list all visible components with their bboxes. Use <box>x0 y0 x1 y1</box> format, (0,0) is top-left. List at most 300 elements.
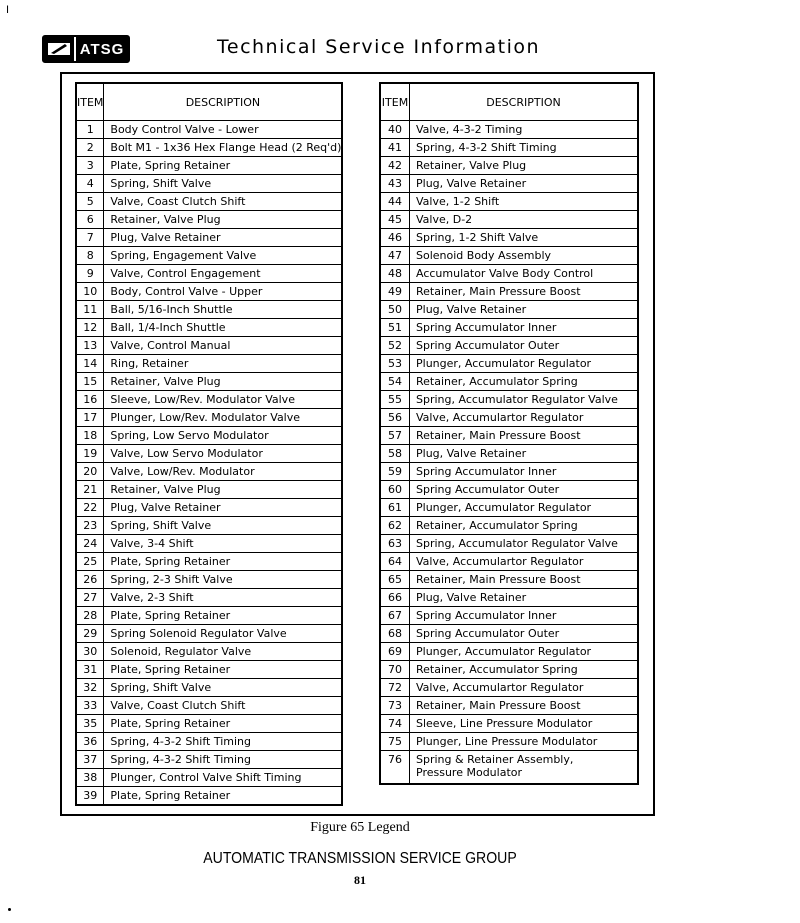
table-row <box>76 499 342 517</box>
item-number: 19 <box>76 445 104 463</box>
item-description-text: Spring, Shift Valve <box>110 519 212 532</box>
table-row <box>76 175 342 193</box>
item-number: 18 <box>76 427 104 445</box>
item-description <box>410 427 639 445</box>
item-description <box>410 535 639 553</box>
item-description-text: Plunger, Accumulator Regulator <box>416 645 592 658</box>
table-row <box>76 517 342 535</box>
table-row <box>380 499 638 517</box>
item-number: 8 <box>76 247 104 265</box>
item-description <box>104 589 343 607</box>
table-row <box>76 337 342 355</box>
item-description <box>410 409 639 427</box>
item-description <box>104 733 343 751</box>
legend-table-right <box>379 82 639 785</box>
table-row <box>76 391 342 409</box>
item-description <box>410 391 639 409</box>
item-description <box>104 283 343 301</box>
item-description <box>104 607 343 625</box>
item-number: 61 <box>380 499 410 517</box>
item-description-text: Spring, 1-2 Shift Valve <box>416 231 539 244</box>
item-description-text: Body, Control Valve - Upper <box>110 285 263 298</box>
item-description <box>410 247 639 265</box>
item-description <box>410 571 639 589</box>
table-header-row <box>380 83 638 121</box>
table-row <box>380 571 638 589</box>
item-description-text: Spring Accumulator Outer <box>416 627 560 640</box>
table-row <box>380 535 638 553</box>
item-description-text: Spring Accumulator Inner <box>416 609 557 622</box>
item-description <box>104 139 343 157</box>
table-row <box>76 751 342 769</box>
item-number: 39 <box>76 787 104 806</box>
item-description <box>410 715 639 733</box>
item-description <box>410 355 639 373</box>
table-row <box>76 427 342 445</box>
table-row <box>76 265 342 283</box>
item-description-text: Spring Solenoid Regulator Valve <box>110 627 287 640</box>
item-description-text: Valve, Control Engagement <box>110 267 261 280</box>
item-description <box>410 589 639 607</box>
item-number: 17 <box>76 409 104 427</box>
legend-table-left <box>75 82 343 806</box>
item-description-text: Plunger, Accumulator Regulator <box>416 357 592 370</box>
table-row <box>76 121 342 139</box>
item-number: 26 <box>76 571 104 589</box>
table-row <box>380 211 638 229</box>
item-description <box>104 121 343 139</box>
column-header-description: DESCRIPTION <box>410 83 639 121</box>
item-description-text: Spring, Shift Valve <box>110 681 212 694</box>
table-row <box>76 607 342 625</box>
item-description-text: Spring, Shift Valve <box>110 177 212 190</box>
item-description <box>104 319 343 337</box>
item-description-text: Valve, 3-4 Shift <box>110 537 194 550</box>
item-description-text: Valve, Accumulartor Regulator <box>416 411 584 424</box>
item-description-text: Retainer, Valve Plug <box>110 375 221 388</box>
item-description <box>104 571 343 589</box>
table-row <box>76 193 342 211</box>
item-number: 75 <box>380 733 410 751</box>
item-description-text: Plug, Valve Retainer <box>110 501 221 514</box>
table-row <box>76 553 342 571</box>
table-row <box>76 769 342 787</box>
table-row <box>380 247 638 265</box>
item-number: 45 <box>380 211 410 229</box>
item-description-text: Valve, Coast Clutch Shift <box>110 699 246 712</box>
item-description-text: Valve, Control Manual <box>110 339 231 352</box>
item-description <box>410 283 639 301</box>
item-number: 5 <box>76 193 104 211</box>
page-header-title: Technical Service Information <box>217 36 541 58</box>
item-description <box>410 319 639 337</box>
item-description-text: Plunger, Line Pressure Modulator <box>416 735 598 748</box>
item-number: 14 <box>76 355 104 373</box>
item-description <box>104 373 343 391</box>
item-number: 62 <box>380 517 410 535</box>
item-description-text: Retainer, Accumulator Spring <box>416 375 578 388</box>
item-description-text: Spring Accumulator Inner <box>416 321 557 334</box>
table-row <box>380 661 638 679</box>
item-number: 69 <box>380 643 410 661</box>
item-description-text: Plug, Valve Retainer <box>416 447 527 460</box>
column-header-item: ITEM <box>380 83 410 121</box>
item-number: 43 <box>380 175 410 193</box>
item-description-text: Plug, Valve Retainer <box>416 303 527 316</box>
item-number: 2 <box>76 139 104 157</box>
item-description <box>410 679 639 697</box>
item-description-text: Plug, Valve Retainer <box>416 177 527 190</box>
item-description-text: Plug, Valve Retainer <box>416 591 527 604</box>
item-description <box>104 517 343 535</box>
table-row <box>76 445 342 463</box>
item-description <box>104 535 343 553</box>
item-number: 13 <box>76 337 104 355</box>
table-row <box>76 301 342 319</box>
table-row <box>380 517 638 535</box>
item-description-text: Retainer, Valve Plug <box>416 159 527 172</box>
item-description <box>410 121 639 139</box>
item-description-text: Valve, 1-2 Shift <box>416 195 500 208</box>
table-row <box>380 175 638 193</box>
item-number: 20 <box>76 463 104 481</box>
table-row <box>380 337 638 355</box>
table-row <box>380 445 638 463</box>
item-description <box>410 139 639 157</box>
item-number: 28 <box>76 607 104 625</box>
item-description-text: Plate, Spring Retainer <box>110 555 231 568</box>
item-number: 15 <box>76 373 104 391</box>
item-description-text: Valve, Accumulartor Regulator <box>416 555 584 568</box>
item-description <box>104 697 343 715</box>
item-description-text: Body Control Valve - Lower <box>110 123 259 136</box>
item-description-text: Accumulator Valve Body Control <box>416 267 594 280</box>
item-number: 12 <box>76 319 104 337</box>
item-number: 27 <box>76 589 104 607</box>
item-description-text: Spring, 4-3-2 Shift Timing <box>416 141 557 154</box>
item-description-text: Valve, Coast Clutch Shift <box>110 195 246 208</box>
item-description <box>104 787 343 806</box>
item-number: 3 <box>76 157 104 175</box>
item-description <box>104 553 343 571</box>
item-description-text: Valve, Low Servo Modulator <box>110 447 263 460</box>
table-row <box>380 481 638 499</box>
table-header-row <box>76 83 342 121</box>
item-description-text: Retainer, Accumulator Spring <box>416 663 578 676</box>
table-row <box>380 157 638 175</box>
item-description-text: Spring, Accumulator Regulator Valve <box>416 393 618 406</box>
table-row <box>76 463 342 481</box>
atsg-logo <box>42 35 130 63</box>
table-row <box>380 463 638 481</box>
item-description-text: Retainer, Accumulator Spring <box>416 519 578 532</box>
logo-emblem-icon <box>44 37 74 61</box>
item-description <box>104 211 343 229</box>
item-number: 52 <box>380 337 410 355</box>
item-description <box>104 247 343 265</box>
table-row <box>380 679 638 697</box>
table-row <box>76 373 342 391</box>
item-description-text: Solenoid Body Assembly <box>416 249 552 262</box>
table-row <box>76 139 342 157</box>
item-description <box>104 481 343 499</box>
item-description <box>104 715 343 733</box>
item-number: 36 <box>76 733 104 751</box>
item-description-text: Valve, 4-3-2 Timing <box>416 123 523 136</box>
table-row <box>380 733 638 751</box>
table-row <box>76 787 342 806</box>
item-description-text: Spring, 4-3-2 Shift Timing <box>110 735 251 748</box>
item-number: 74 <box>380 715 410 733</box>
item-number: 23 <box>76 517 104 535</box>
item-number: 6 <box>76 211 104 229</box>
item-description <box>104 193 343 211</box>
table-row <box>380 607 638 625</box>
item-description <box>104 391 343 409</box>
item-number: 11 <box>76 301 104 319</box>
item-number: 63 <box>380 535 410 553</box>
item-description <box>410 211 639 229</box>
item-description-text: Ball, 5/16-Inch Shuttle <box>110 303 233 316</box>
table-row <box>76 319 342 337</box>
item-description <box>104 229 343 247</box>
table-row <box>380 391 638 409</box>
item-description <box>410 265 639 283</box>
table-row <box>76 535 342 553</box>
item-description-text: Ring, Retainer <box>110 357 189 370</box>
item-description-text: Valve, Low/Rev. Modulator <box>110 465 255 478</box>
item-description <box>104 355 343 373</box>
table-row <box>380 301 638 319</box>
item-description-text: Plate, Spring Retainer <box>110 717 231 730</box>
item-number: 66 <box>380 589 410 607</box>
item-description-text: Spring & Retainer Assembly, <box>416 753 574 766</box>
item-number: 46 <box>380 229 410 247</box>
table-row <box>380 265 638 283</box>
item-description-text-line2: Pressure Modulator <box>416 766 523 779</box>
item-description-text: Retainer, Main Pressure Boost <box>416 573 581 586</box>
item-number: 73 <box>380 697 410 715</box>
item-description-text: Valve, 2-3 Shift <box>110 591 194 604</box>
table-row <box>380 589 638 607</box>
item-number: 4 <box>76 175 104 193</box>
item-description <box>410 751 639 785</box>
table-row <box>380 409 638 427</box>
item-number: 59 <box>380 463 410 481</box>
item-description <box>104 751 343 769</box>
item-description <box>104 337 343 355</box>
item-description <box>410 301 639 319</box>
item-description <box>104 499 343 517</box>
item-description-text: Valve, D-2 <box>416 213 473 226</box>
item-description-text: Solenoid, Regulator Valve <box>110 645 252 658</box>
table-row <box>76 211 342 229</box>
item-description-text: Retainer, Valve Plug <box>110 483 221 496</box>
item-number: 38 <box>76 769 104 787</box>
table-row <box>76 625 342 643</box>
item-description <box>410 607 639 625</box>
table-row <box>76 643 342 661</box>
item-description-text: Plunger, Accumulator Regulator <box>416 501 592 514</box>
table-row <box>380 715 638 733</box>
table-row <box>380 625 638 643</box>
item-number: 67 <box>380 607 410 625</box>
item-description-text: Bolt M1 - 1x36 Hex Flange Head (2 Req'd) <box>110 141 342 154</box>
scan-dot <box>8 908 11 911</box>
item-description <box>410 733 639 751</box>
table-row <box>380 319 638 337</box>
table-row <box>380 121 638 139</box>
table-row <box>380 697 638 715</box>
item-description-text: Spring Accumulator Outer <box>416 483 560 496</box>
item-description-text: Spring, Low Servo Modulator <box>110 429 269 442</box>
item-number: 44 <box>380 193 410 211</box>
item-number: 51 <box>380 319 410 337</box>
footer-organization: AUTOMATIC TRANSMISSION SERVICE GROUP <box>203 850 517 867</box>
item-description <box>410 697 639 715</box>
item-number: 40 <box>380 121 410 139</box>
item-number: 53 <box>380 355 410 373</box>
table-row <box>380 193 638 211</box>
table-row <box>76 247 342 265</box>
item-description-text: Retainer, Main Pressure Boost <box>416 429 581 442</box>
item-number: 30 <box>76 643 104 661</box>
table-row <box>76 409 342 427</box>
item-number: 47 <box>380 247 410 265</box>
item-description <box>410 481 639 499</box>
item-description <box>410 553 639 571</box>
item-description <box>410 373 639 391</box>
item-description <box>410 517 639 535</box>
item-description <box>104 445 343 463</box>
table-row <box>76 697 342 715</box>
table-row <box>76 571 342 589</box>
item-description-text: Plug, Valve Retainer <box>110 231 221 244</box>
item-description-text: Plate, Spring Retainer <box>110 789 231 802</box>
item-description-text: Plate, Spring Retainer <box>110 609 231 622</box>
item-description-text: Spring, Accumulator Regulator Valve <box>416 537 618 550</box>
item-description <box>104 409 343 427</box>
item-number: 24 <box>76 535 104 553</box>
column-header-item: ITEM <box>76 83 104 121</box>
item-description-text: Spring Accumulator Outer <box>416 339 560 352</box>
item-number: 70 <box>380 661 410 679</box>
logo-text: ATSG <box>74 37 128 61</box>
table-row <box>380 139 638 157</box>
item-number: 9 <box>76 265 104 283</box>
item-description <box>410 175 639 193</box>
item-description-text: Plunger, Low/Rev. Modulator Valve <box>110 411 301 424</box>
item-description-text: Spring, 2-3 Shift Valve <box>110 573 233 586</box>
table-row <box>380 373 638 391</box>
item-description-text: Plunger, Control Valve Shift Timing <box>110 771 302 784</box>
item-number: 55 <box>380 391 410 409</box>
item-number: 32 <box>76 679 104 697</box>
item-description <box>410 229 639 247</box>
table-row <box>76 679 342 697</box>
item-number: 25 <box>76 553 104 571</box>
item-number: 58 <box>380 445 410 463</box>
item-description <box>104 769 343 787</box>
item-description-text: Retainer, Main Pressure Boost <box>416 285 581 298</box>
item-number: 41 <box>380 139 410 157</box>
item-description <box>104 427 343 445</box>
table-row <box>380 355 638 373</box>
item-number: 57 <box>380 427 410 445</box>
item-number: 76 <box>380 751 410 785</box>
table-row <box>76 157 342 175</box>
column-header-description: DESCRIPTION <box>104 83 343 121</box>
table-row <box>76 733 342 751</box>
item-description-text: Sleeve, Low/Rev. Modulator Valve <box>110 393 295 406</box>
item-description-text: Spring, 4-3-2 Shift Timing <box>110 753 251 766</box>
item-number: 65 <box>380 571 410 589</box>
item-description <box>104 157 343 175</box>
item-description <box>410 337 639 355</box>
table-row <box>76 355 342 373</box>
item-number: 1 <box>76 121 104 139</box>
item-description-text: Spring, Engagement Valve <box>110 249 257 262</box>
table-row <box>76 661 342 679</box>
table-row <box>380 229 638 247</box>
item-number: 54 <box>380 373 410 391</box>
corner-mark: I <box>6 4 10 16</box>
item-description <box>410 463 639 481</box>
item-description <box>410 445 639 463</box>
item-number: 29 <box>76 625 104 643</box>
item-description <box>104 643 343 661</box>
table-row <box>380 751 638 785</box>
item-number: 31 <box>76 661 104 679</box>
item-description <box>104 265 343 283</box>
item-number: 64 <box>380 553 410 571</box>
page-number: 81 <box>354 873 366 887</box>
item-description-text: Retainer, Valve Plug <box>110 213 221 226</box>
item-number: 56 <box>380 409 410 427</box>
item-number: 60 <box>380 481 410 499</box>
table-row <box>76 229 342 247</box>
item-description-text: Sleeve, Line Pressure Modulator <box>416 717 593 730</box>
table-row <box>76 283 342 301</box>
item-description <box>104 175 343 193</box>
item-description <box>104 661 343 679</box>
item-number: 72 <box>380 679 410 697</box>
item-description <box>104 301 343 319</box>
item-number: 37 <box>76 751 104 769</box>
item-description <box>104 625 343 643</box>
item-number: 16 <box>76 391 104 409</box>
item-number: 48 <box>380 265 410 283</box>
item-number: 35 <box>76 715 104 733</box>
table-row <box>380 283 638 301</box>
item-number: 33 <box>76 697 104 715</box>
figure-caption: Figure 65 Legend <box>310 820 410 835</box>
item-description-text: Spring Accumulator Inner <box>416 465 557 478</box>
table-row <box>76 481 342 499</box>
item-description <box>104 679 343 697</box>
item-number: 50 <box>380 301 410 319</box>
item-description <box>410 499 639 517</box>
table-row <box>380 553 638 571</box>
item-number: 49 <box>380 283 410 301</box>
item-number: 68 <box>380 625 410 643</box>
table-row <box>380 643 638 661</box>
item-description <box>410 625 639 643</box>
item-description-text: Plate, Spring Retainer <box>110 663 231 676</box>
item-number: 10 <box>76 283 104 301</box>
item-number: 42 <box>380 157 410 175</box>
item-description <box>410 661 639 679</box>
